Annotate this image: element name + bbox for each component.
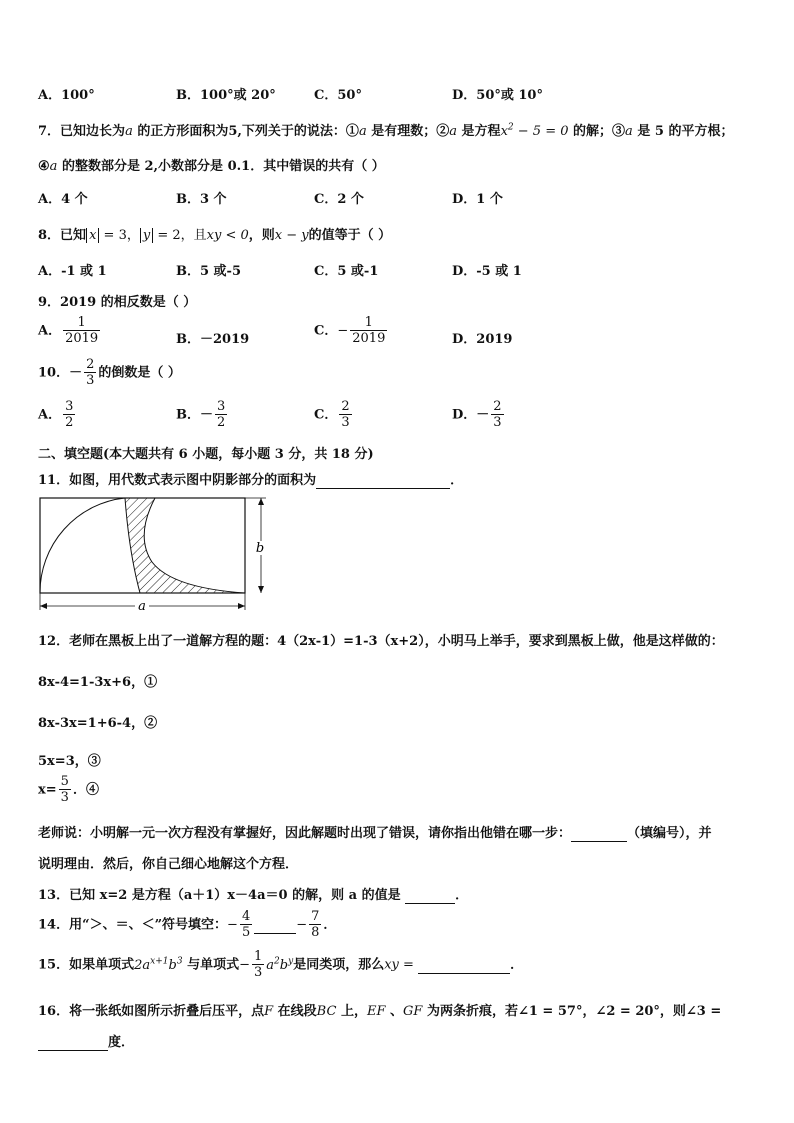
q7-option-b[interactable]: B．3 个 [176, 192, 227, 207]
q10-stem: 10．－ $\frac{2}{3}$ 的倒数是（ ） [38, 357, 181, 388]
q6-option-b[interactable]: B．100°或 20° [176, 88, 276, 103]
q12-step2: 8x-3x=1+6-4，② [38, 716, 158, 731]
q10-option-d[interactable]: D．－ $\frac{2}{3}$ [452, 399, 502, 430]
q15-stem: 15．如果单项式$2a^{x+1}b^3$ 与单项式− $\frac{1}{3}$ $a^2b^y$是同类项，那么xy = ． [38, 949, 524, 980]
q7-option-a[interactable]: A．4 个 [38, 192, 88, 207]
section-title-fill-in: 二、填空题(本大题共有 6 小题，每小题 3 分，共 18 分) [38, 447, 374, 462]
q16-stem-line2: 度． [38, 1031, 134, 1051]
q8-option-d[interactable]: D．-5 或 1 [452, 264, 522, 279]
q12-step1: 8x-4=1-3x+6，① [38, 675, 158, 690]
q12-step3: 5x=3，③ [38, 754, 101, 769]
q9-option-c[interactable]: C．− $\frac{1}{2019}$ [314, 315, 386, 346]
q7-stem-line1: 7．已知边长为a 的正方形面积为5,下列关于的说法：①a 是有理数；②a 是方程$x^2 - 5 = 0$ 的解；③a 是 5 的平方根； [38, 122, 734, 139]
q15-answer-blank[interactable] [418, 958, 510, 974]
q6-option-d[interactable]: D．50°或 10° [452, 88, 543, 103]
q8-option-b[interactable]: B．5 或-5 [176, 264, 242, 279]
q10-option-c[interactable]: C． $\frac{2}{3}$ [314, 399, 350, 430]
q12-answer-blank[interactable] [571, 826, 627, 842]
q14-stem: 14．用“＞、＝、＜”符号填空：− $\frac{4}{5}$ − $\frac{7}{8}$ ． [38, 909, 337, 940]
q11-stem: 11．如图，用代数式表示图中阴影部分的面积为 ． [38, 473, 464, 488]
q8-option-c[interactable]: C．5 或-1 [314, 264, 379, 279]
q10-option-b[interactable]: B．－ $\frac{3}{2}$ [176, 399, 226, 430]
q16-answer-blank[interactable] [38, 1035, 108, 1051]
q11-label-b: b [255, 541, 265, 556]
q8-stem: 8．已知 x = 3， y = 2，且xy < 0，则x − y的值等于（ ） [38, 228, 392, 243]
q7-option-c[interactable]: C．2 个 [314, 192, 364, 207]
q12-teacher-line1: 老师说：小明解一元一次方程没有掌握好，因此解题时出现了错误，请你指出他错在哪一步： （填编号），并 [38, 826, 712, 841]
q16-stem-line1: 16．将一张纸如图所示折叠后压平，点F 在线段BC 上，EF 、GF 为两条折痕，若∠1 = 57°，∠2 = 20°，则∠3 = [38, 1004, 722, 1019]
q9-option-b[interactable]: B．－2019 [176, 332, 250, 347]
q15-monomial-2: $a^2b^y$ [266, 956, 294, 973]
q6-option-c[interactable]: C．50° [314, 88, 362, 103]
q12-stem: 12．老师在黑板上出了一道解方程的题：4（2x-1）=1-3（x+2），小明马上举手，要求到黑板上做，他是这样做的： [38, 634, 724, 649]
q12-step4: x= $\frac{5}{3}$ ．④ [38, 774, 99, 805]
q12-teacher-line2: 说明理由．然后，你自己细心地解这个方程． [38, 857, 299, 872]
q9-stem: 9．2019 的相反数是（ ） [38, 295, 197, 310]
q11-answer-blank[interactable] [316, 473, 450, 489]
q11-figure [34, 492, 274, 616]
q7-equation: $x^2 - 5 = 0$ [500, 122, 569, 139]
q13-answer-blank[interactable] [405, 888, 455, 904]
q14-answer-blank[interactable] [254, 918, 296, 934]
q9-option-a[interactable]: A． $\frac{1}{2019}$ [38, 315, 99, 346]
q15-monomial-1: $2a^{x+1}b^3$ [134, 956, 183, 973]
q7-option-d[interactable]: D．1 个 [452, 192, 503, 207]
q13-stem: 13．已知 x=2 是方程（a＋1）x－4a＝0 的解，则 a 的值是 ． [38, 888, 469, 903]
q11-shaded-region [125, 498, 245, 593]
q6-option-a[interactable]: A．100° [38, 88, 95, 103]
q10-option-a[interactable]: A． $\frac{3}{2}$ [38, 399, 74, 430]
q9-option-d[interactable]: D．2019 [452, 332, 513, 347]
q7-stem-line2: ④a 的整数部分是 2,小数部分是 0.1．其中错误的共有（ ） [38, 159, 385, 174]
q11-label-a: a [138, 599, 146, 614]
q8-option-a[interactable]: A．-1 或 1 [38, 264, 107, 279]
q11-inner-arc [40, 498, 125, 593]
